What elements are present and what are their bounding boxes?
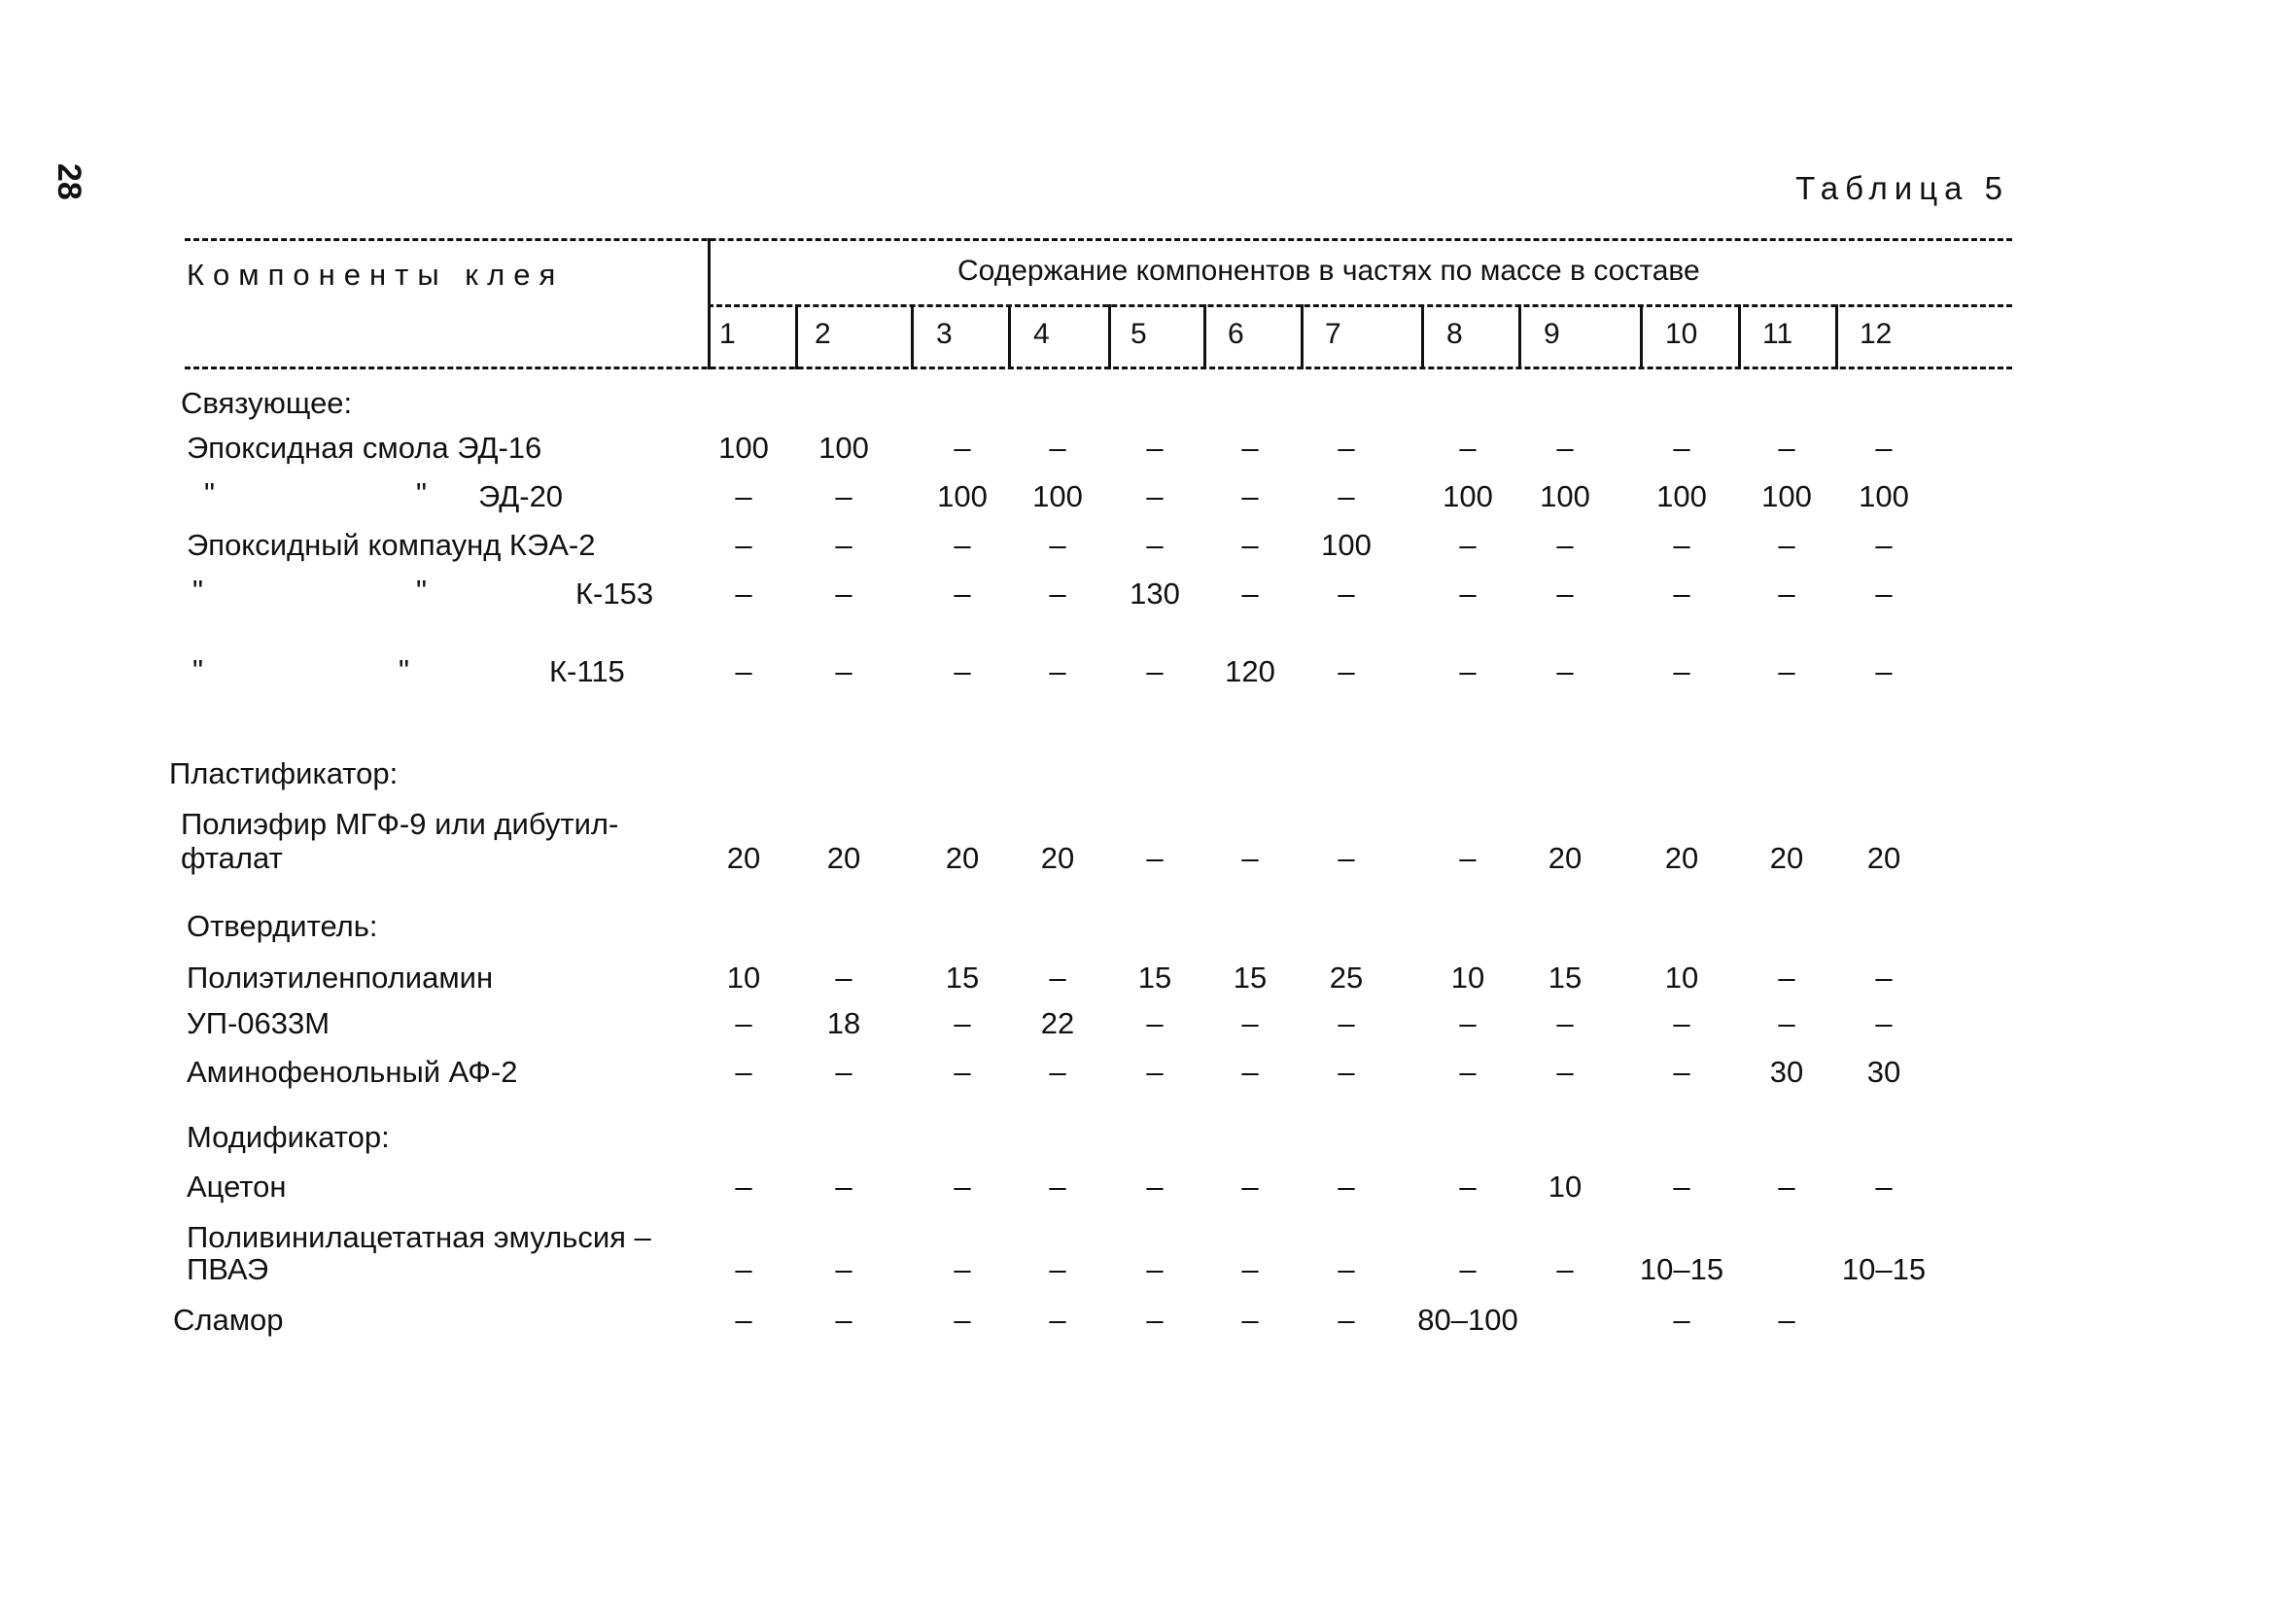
value-cell: 15 bbox=[945, 961, 980, 995]
row-label: К-115 bbox=[549, 654, 625, 688]
value-cell: – bbox=[1146, 1252, 1164, 1286]
value-cell: – bbox=[1459, 431, 1477, 465]
value-cell: – bbox=[1241, 1006, 1259, 1040]
value-cell: – bbox=[1459, 1252, 1477, 1286]
ditto-mark: " bbox=[192, 653, 204, 687]
column-divider bbox=[1108, 304, 1111, 369]
column-number: 9 bbox=[1544, 318, 1560, 350]
value-cell: 100 bbox=[818, 431, 869, 465]
value-cell: – bbox=[1459, 528, 1477, 562]
value-cell: – bbox=[1049, 528, 1066, 562]
row-label: Полиэтиленполиамин bbox=[187, 961, 494, 995]
value-cell: – bbox=[735, 1252, 752, 1286]
value-cell: 10 bbox=[726, 961, 761, 995]
value-cell: – bbox=[1338, 1170, 1355, 1204]
value-cell: – bbox=[1146, 1006, 1164, 1040]
value-cell: – bbox=[1338, 1303, 1355, 1337]
value-cell: 10–15 bbox=[1639, 1252, 1724, 1286]
value-cell: – bbox=[1049, 961, 1066, 995]
value-cell: – bbox=[1673, 1170, 1690, 1204]
value-cell: – bbox=[1556, 577, 1574, 611]
value-cell: – bbox=[835, 654, 852, 688]
value-cell: – bbox=[1556, 1006, 1574, 1040]
value-cell: – bbox=[1778, 961, 1795, 995]
value-cell: – bbox=[1556, 1252, 1574, 1286]
value-cell: – bbox=[1556, 431, 1574, 465]
value-cell: – bbox=[1241, 577, 1259, 611]
value-cell: – bbox=[1338, 577, 1355, 611]
value-cell: 20 bbox=[945, 841, 980, 875]
value-cell: 20 bbox=[1664, 841, 1699, 875]
value-cell: 10–15 bbox=[1841, 1252, 1927, 1286]
value-cell: – bbox=[1338, 1006, 1355, 1040]
row-label: фталат bbox=[181, 841, 283, 875]
value-cell: – bbox=[735, 654, 752, 688]
value-cell: – bbox=[1673, 528, 1690, 562]
value-cell: – bbox=[1049, 431, 1066, 465]
table-title: Таблица 5 bbox=[1795, 170, 2009, 206]
value-cell: – bbox=[1875, 528, 1893, 562]
value-cell: – bbox=[1241, 528, 1259, 562]
row-label: К-153 bbox=[575, 577, 654, 611]
value-cell: 10 bbox=[1548, 1170, 1583, 1204]
value-cell: 15 bbox=[1548, 961, 1583, 995]
value-cell: 100 bbox=[1656, 479, 1707, 513]
value-cell: – bbox=[954, 1006, 971, 1040]
value-cell: – bbox=[1241, 1252, 1259, 1286]
value-cell: – bbox=[1778, 1170, 1795, 1204]
column-divider bbox=[1835, 304, 1838, 369]
row-label: Поливинилацетатная эмульсия – bbox=[187, 1220, 651, 1254]
value-cell: – bbox=[1049, 654, 1066, 688]
value-cell: – bbox=[835, 528, 852, 562]
value-cell: – bbox=[954, 431, 971, 465]
value-cell: – bbox=[1049, 577, 1066, 611]
section-hardener: Отвердитель: bbox=[187, 909, 378, 943]
value-cell: – bbox=[1241, 479, 1259, 513]
value-cell: – bbox=[1556, 528, 1574, 562]
column-number: 6 bbox=[1228, 318, 1244, 350]
value-cell: 120 bbox=[1225, 654, 1275, 688]
ditto-mark: " bbox=[192, 574, 204, 608]
value-cell: – bbox=[1241, 1303, 1259, 1337]
row-label: Сламор bbox=[173, 1303, 284, 1337]
value-cell: 100 bbox=[937, 479, 988, 513]
header-mid-rule bbox=[708, 304, 2012, 307]
column-number: 8 bbox=[1446, 318, 1463, 350]
value-cell: 30 bbox=[1769, 1055, 1804, 1089]
value-cell: 20 bbox=[1866, 841, 1901, 875]
row-label: ЭД-20 bbox=[478, 479, 564, 513]
value-cell: – bbox=[735, 1303, 752, 1337]
value-cell: – bbox=[1673, 431, 1690, 465]
ditto-mark: " bbox=[416, 476, 428, 510]
value-cell: – bbox=[1146, 1303, 1164, 1337]
value-cell: – bbox=[1459, 1006, 1477, 1040]
value-cell: – bbox=[1146, 528, 1164, 562]
value-cell: – bbox=[835, 577, 852, 611]
value-cell: – bbox=[1146, 431, 1164, 465]
value-cell: – bbox=[1875, 654, 1893, 688]
value-cell: – bbox=[1459, 1055, 1477, 1089]
section-plasticizer: Пластификатор: bbox=[169, 756, 399, 790]
column-divider bbox=[911, 304, 914, 369]
value-cell: – bbox=[1146, 1055, 1164, 1089]
value-cell: – bbox=[1338, 654, 1355, 688]
value-cell: 100 bbox=[1443, 479, 1493, 513]
value-cell: – bbox=[835, 1303, 852, 1337]
row-label: Аминофенольный АФ-2 bbox=[187, 1055, 518, 1089]
column-number: 11 bbox=[1762, 318, 1793, 350]
value-cell: – bbox=[1778, 1303, 1795, 1337]
row-label: Ацетон bbox=[187, 1170, 287, 1204]
value-cell: – bbox=[1778, 577, 1795, 611]
value-cell: – bbox=[1241, 1170, 1259, 1204]
row-label: Полиэфир МГФ-9 или дибутил- bbox=[181, 807, 619, 841]
row-label: ПВАЭ bbox=[187, 1252, 269, 1286]
column-number: 1 bbox=[719, 318, 736, 350]
value-cell: 100 bbox=[1032, 479, 1083, 513]
value-cell: – bbox=[1338, 479, 1355, 513]
section-binder: Связующее: bbox=[181, 386, 353, 420]
row-label: Эпоксидный компаунд КЭА-2 bbox=[187, 528, 596, 562]
value-cell: – bbox=[954, 528, 971, 562]
value-cell: 10 bbox=[1664, 961, 1699, 995]
value-cell: 100 bbox=[718, 431, 769, 465]
ditto-mark: " bbox=[399, 653, 410, 687]
column-number: 4 bbox=[1033, 318, 1050, 350]
table-top-rule bbox=[185, 238, 2012, 241]
value-cell: – bbox=[954, 577, 971, 611]
value-cell: – bbox=[1875, 1170, 1893, 1204]
column-number: 3 bbox=[936, 318, 953, 350]
value-cell: – bbox=[1459, 654, 1477, 688]
page-number: 28 bbox=[51, 163, 87, 200]
value-cell: 22 bbox=[1040, 1006, 1075, 1040]
components-header: Компоненты клея bbox=[187, 258, 565, 292]
value-cell: – bbox=[1338, 841, 1355, 875]
value-cell: – bbox=[735, 528, 752, 562]
value-cell: – bbox=[1241, 1055, 1259, 1089]
column-divider bbox=[1738, 304, 1741, 369]
value-cell: – bbox=[1673, 1055, 1690, 1089]
column-number: 12 bbox=[1860, 318, 1893, 350]
value-cell: 100 bbox=[1540, 479, 1590, 513]
value-cell: – bbox=[1049, 1170, 1066, 1204]
value-cell: – bbox=[735, 1170, 752, 1204]
row-label: УП-0633М bbox=[187, 1006, 330, 1040]
value-cell: 20 bbox=[1769, 841, 1804, 875]
value-cell: – bbox=[1338, 431, 1355, 465]
row-label: Эпоксидная смола ЭД-16 bbox=[187, 431, 542, 465]
value-cell: – bbox=[735, 1006, 752, 1040]
value-cell: 30 bbox=[1866, 1055, 1901, 1089]
value-cell: – bbox=[1146, 479, 1164, 513]
column-divider bbox=[1640, 304, 1643, 369]
value-cell: – bbox=[1875, 961, 1893, 995]
value-cell: – bbox=[1673, 1006, 1690, 1040]
section-modifier: Модификатор: bbox=[187, 1120, 390, 1154]
value-cell: 15 bbox=[1137, 961, 1172, 995]
value-cell: – bbox=[1049, 1252, 1066, 1286]
value-cell: – bbox=[1338, 1252, 1355, 1286]
column-divider bbox=[1518, 304, 1521, 369]
value-cell: – bbox=[1778, 431, 1795, 465]
column-number: 2 bbox=[815, 318, 831, 350]
value-cell: – bbox=[1459, 577, 1477, 611]
ditto-mark: " bbox=[416, 574, 428, 608]
value-cell: – bbox=[1049, 1055, 1066, 1089]
value-cell: – bbox=[1556, 1055, 1574, 1089]
value-cell: – bbox=[1338, 1055, 1355, 1089]
value-cell: – bbox=[1146, 841, 1164, 875]
value-cell: – bbox=[1778, 654, 1795, 688]
value-cell: 130 bbox=[1130, 577, 1180, 611]
column-number: 10 bbox=[1665, 318, 1698, 350]
value-cell: – bbox=[954, 1252, 971, 1286]
value-cell: 20 bbox=[1548, 841, 1583, 875]
value-cell: – bbox=[1146, 654, 1164, 688]
value-cell: – bbox=[1875, 431, 1893, 465]
value-cell: – bbox=[1146, 1170, 1164, 1204]
components-column-divider bbox=[708, 238, 711, 369]
value-cell: – bbox=[1556, 654, 1574, 688]
value-cell: – bbox=[1673, 577, 1690, 611]
value-cell: – bbox=[735, 479, 752, 513]
value-cell: – bbox=[954, 654, 971, 688]
value-cell: – bbox=[835, 961, 852, 995]
value-cell: 20 bbox=[726, 841, 761, 875]
value-cell: – bbox=[1778, 528, 1795, 562]
value-cell: – bbox=[954, 1055, 971, 1089]
value-cell: 25 bbox=[1329, 961, 1364, 995]
value-cell: 100 bbox=[1761, 479, 1812, 513]
value-cell: 15 bbox=[1233, 961, 1268, 995]
value-cell: – bbox=[1778, 1006, 1795, 1040]
value-cell: 100 bbox=[1321, 528, 1372, 562]
value-cell: – bbox=[835, 1055, 852, 1089]
value-cell: 20 bbox=[1040, 841, 1075, 875]
value-cell: – bbox=[1673, 1303, 1690, 1337]
value-cell: – bbox=[1875, 577, 1893, 611]
value-cell: 100 bbox=[1859, 479, 1909, 513]
ditto-mark: " bbox=[204, 476, 216, 510]
value-cell: – bbox=[835, 1252, 852, 1286]
value-cell: – bbox=[835, 1170, 852, 1204]
value-cell: – bbox=[1241, 841, 1259, 875]
value-cell: – bbox=[954, 1303, 971, 1337]
value-cell: – bbox=[1459, 1170, 1477, 1204]
value-cell: – bbox=[1875, 1006, 1893, 1040]
value-cell: – bbox=[1459, 841, 1477, 875]
column-divider bbox=[1203, 304, 1206, 369]
column-number: 7 bbox=[1325, 318, 1341, 350]
column-divider bbox=[795, 304, 798, 369]
column-divider bbox=[1421, 304, 1424, 369]
column-divider bbox=[1301, 304, 1304, 369]
value-cell: 18 bbox=[826, 1006, 861, 1040]
value-cell: 80–100 bbox=[1417, 1303, 1518, 1337]
value-cell: 10 bbox=[1450, 961, 1485, 995]
column-divider bbox=[1008, 304, 1011, 369]
column-number: 5 bbox=[1131, 318, 1147, 350]
value-cell: – bbox=[954, 1170, 971, 1204]
value-cell: – bbox=[735, 1055, 752, 1089]
value-cell: – bbox=[735, 577, 752, 611]
value-cell: – bbox=[1049, 1303, 1066, 1337]
content-header: Содержание компонентов в частях по массе в составе bbox=[957, 255, 1700, 287]
value-cell: – bbox=[1673, 654, 1690, 688]
value-cell: 20 bbox=[826, 841, 861, 875]
value-cell: – bbox=[835, 479, 852, 513]
value-cell: – bbox=[1241, 431, 1259, 465]
